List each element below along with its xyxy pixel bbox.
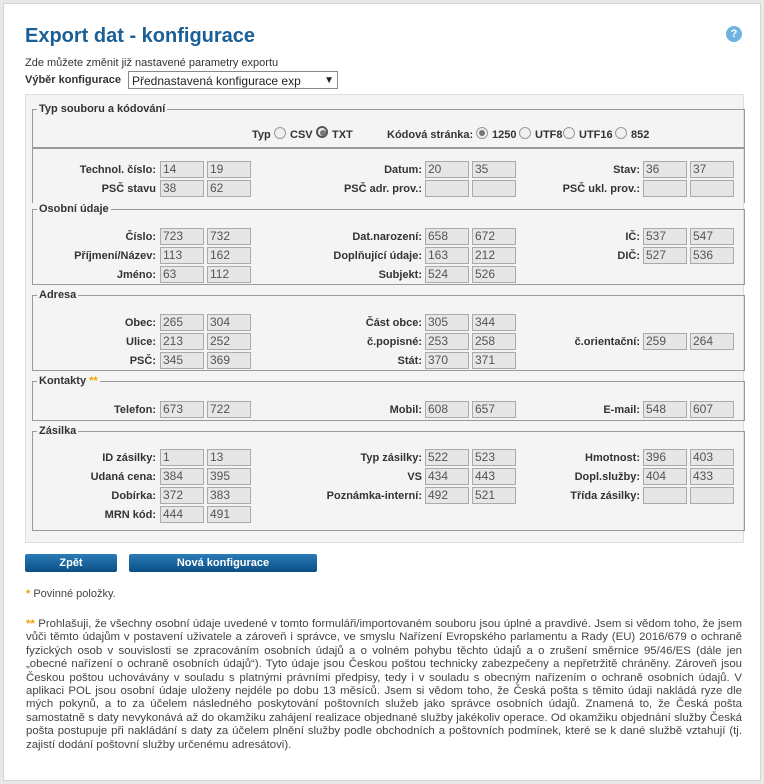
ulice-from[interactable]: 213 [160, 333, 204, 350]
stat-from[interactable]: 370 [425, 352, 469, 369]
declaration-star: ** [26, 618, 35, 630]
typ-label: Typ zásilky: [360, 452, 422, 464]
cislo-label: Číslo: [125, 231, 156, 243]
hmot-to[interactable]: 403 [690, 449, 734, 466]
psc-label: PSČ: [129, 355, 156, 367]
datnar-label: Dat.narození: [352, 231, 422, 243]
cor-from[interactable]: 259 [643, 333, 687, 350]
mobil-from[interactable]: 608 [425, 401, 469, 418]
required-text: Povinné položky. [33, 588, 116, 600]
page-title: Export dat - konfigurace [25, 25, 256, 47]
psc-ukl-from[interactable] [643, 180, 687, 197]
stat-label: Stát: [397, 355, 422, 367]
stav-from[interactable]: 36 [643, 161, 687, 178]
id-from[interactable]: 1 [160, 449, 204, 466]
required-note [26, 588, 116, 600]
cp1250-radio[interactable] [476, 127, 488, 139]
psc-adr-to[interactable] [472, 180, 516, 197]
page-frame [3, 3, 761, 781]
jmeno-from[interactable]: 63 [160, 266, 204, 283]
prijmeni-label: Příjmení/Název: [74, 250, 156, 262]
email-from[interactable]: 548 [643, 401, 687, 418]
stav-to[interactable]: 37 [690, 161, 734, 178]
ulice-to[interactable]: 252 [207, 333, 251, 350]
csv-label: CSV [290, 129, 313, 141]
psc-to[interactable]: 369 [207, 352, 251, 369]
cpop-label: č.popisné: [366, 336, 422, 348]
pozn-label: Poznámka-interní: [326, 490, 422, 502]
dic-to[interactable]: 536 [690, 247, 734, 264]
datum-to[interactable]: 35 [472, 161, 516, 178]
cp1250-label: 1250 [492, 129, 517, 141]
back-button[interactable]: Zpět [25, 554, 117, 572]
utf16-radio[interactable] [563, 127, 575, 139]
psc-stavu-label: PSČ stavu [101, 183, 156, 195]
datnar-to[interactable]: 672 [472, 228, 516, 245]
dic-from[interactable]: 527 [643, 247, 687, 264]
hmot-label: Hmotnost: [585, 452, 640, 464]
contacts-legend [37, 375, 100, 387]
id-label: ID zásilky: [102, 452, 156, 464]
dopl-to[interactable]: 212 [472, 247, 516, 264]
address-legend: Adresa [39, 289, 77, 301]
dopl-label: Doplňující údaje: [333, 250, 422, 262]
mrn-label: MRN kód: [104, 509, 156, 521]
mrn-to[interactable]: 491 [207, 506, 251, 523]
declaration [26, 618, 742, 752]
jmeno-to[interactable]: 112 [207, 266, 251, 283]
code-page-label: Kódová stránka: [387, 129, 474, 141]
prijmeni-from[interactable]: 113 [160, 247, 204, 264]
email-label: E-mail: [603, 404, 640, 416]
datnar-from[interactable]: 658 [425, 228, 469, 245]
vs-label: VS [407, 471, 422, 483]
datum-label: Datum: [384, 164, 422, 176]
subjekt-to[interactable]: 526 [472, 266, 516, 283]
trida-to[interactable] [690, 487, 734, 504]
telefon-label: Telefon: [114, 404, 156, 416]
typ-from[interactable]: 522 [425, 449, 469, 466]
psc-ukl-to[interactable] [690, 180, 734, 197]
cena-label: Udaná cena: [90, 471, 156, 483]
dopls-to[interactable]: 433 [690, 468, 734, 485]
psc-adr-from[interactable] [425, 180, 469, 197]
config-label: Výběr konfigurace [25, 74, 121, 86]
id-to[interactable]: 13 [207, 449, 251, 466]
utf16-label: UTF16 [579, 129, 613, 141]
pozn-to[interactable]: 521 [472, 487, 516, 504]
config-select-value: Přednastavená konfigurace exp [132, 74, 301, 88]
dobirka-to[interactable]: 383 [207, 487, 251, 504]
txt-radio[interactable] [316, 126, 328, 138]
new-config-button[interactable]: Nová konfigurace [129, 554, 317, 572]
stav-label: Stav: [613, 164, 640, 176]
subjekt-from[interactable]: 524 [425, 266, 469, 283]
typ-to[interactable]: 523 [472, 449, 516, 466]
help-icon[interactable]: ? [726, 26, 742, 42]
dobirka-from[interactable]: 372 [160, 487, 204, 504]
parcel-legend: Zásilka [39, 425, 77, 437]
telefon-to[interactable]: 722 [207, 401, 251, 418]
config-form [25, 94, 744, 543]
stat-to[interactable]: 371 [472, 352, 516, 369]
cp852-radio[interactable] [615, 127, 627, 139]
cislo-to[interactable]: 732 [207, 228, 251, 245]
cor-label: č.orientační: [574, 336, 640, 348]
telefon-from[interactable]: 673 [160, 401, 204, 418]
dobirka-label: Dobírka: [111, 490, 156, 502]
cena-from[interactable]: 384 [160, 468, 204, 485]
ulice-label: Ulice: [126, 336, 156, 348]
mrn-from[interactable]: 444 [160, 506, 204, 523]
technol-to[interactable]: 19 [207, 161, 251, 178]
txt-label: TXT [332, 129, 353, 141]
ic-label: IČ: [625, 231, 640, 243]
dopls-from[interactable]: 404 [643, 468, 687, 485]
email-to[interactable]: 607 [690, 401, 734, 418]
vs-to[interactable]: 443 [472, 468, 516, 485]
csv-radio[interactable] [274, 127, 286, 139]
contacts-required-star: ** [89, 375, 98, 387]
cislo-from[interactable]: 723 [160, 228, 204, 245]
castobce-to[interactable]: 344 [472, 314, 516, 331]
psc-ukl-label: PSČ ukl. prov.: [562, 183, 640, 195]
cena-to[interactable]: 395 [207, 468, 251, 485]
dopls-label: Dopl.služby: [574, 471, 640, 483]
jmeno-label: Jméno: [116, 269, 156, 281]
castobce-from[interactable]: 305 [425, 314, 469, 331]
obec-to[interactable]: 304 [207, 314, 251, 331]
subjekt-label: Subjekt: [378, 269, 422, 281]
mobil-label: Mobil: [389, 404, 422, 416]
ic-to[interactable]: 547 [690, 228, 734, 245]
psc-adr-label: PSČ adr. prov.: [343, 183, 422, 195]
psc-stavu-from[interactable]: 38 [160, 180, 204, 197]
chevron-down-icon: ▼ [324, 75, 334, 86]
page-subtitle: Zde můžete změnit již nastavené parametry exportu [25, 57, 279, 69]
obec-from[interactable]: 265 [160, 314, 204, 331]
vs-from[interactable]: 434 [425, 468, 469, 485]
technol-label: Technol. číslo: [79, 164, 156, 176]
prijmeni-to[interactable]: 162 [207, 247, 251, 264]
cor-to[interactable]: 264 [690, 333, 734, 350]
cp852-label: 852 [631, 129, 650, 141]
utf8-radio[interactable] [519, 127, 531, 139]
type-label: Typ [252, 129, 271, 141]
hmot-from[interactable]: 396 [643, 449, 687, 466]
contacts-legend-text: Kontakty [39, 375, 87, 387]
technol-from[interactable]: 14 [160, 161, 204, 178]
cpop-to[interactable]: 258 [472, 333, 516, 350]
file-type-section [32, 103, 745, 149]
castobce-label: Část obce: [365, 317, 422, 329]
dopl-from[interactable]: 163 [425, 247, 469, 264]
mobil-to[interactable]: 657 [472, 401, 516, 418]
trida-label: Třída zásilky: [570, 490, 640, 502]
datum-from[interactable]: 20 [425, 161, 469, 178]
pozn-from[interactable]: 492 [425, 487, 469, 504]
personal-legend: Osobní údaje [39, 203, 109, 215]
declaration-text: Prohlašuji, že všechny osobní údaje uvedené v tomto formuláři/importovaném souboru jsou úplné a pravdivé. Jsem si vědom toho, že jsem vůči těmto údajům v postavení uživatele a zároveň i správce, ve smyslu Nařízení Evropského parlamentu a Rady (EU) 2016/679 o ochraně fyzických osob v souvislosti se zpracováním osobních údajů a o volném pohybu těchto údajů a o zrušení směrnice 95/46/ES (dále jen „obecné nařízení o ochraně osobních údajů“). Tyto údaje jsou Českou poštou technicky zabezpečeny a nepřetržitě chráněny. Zároveň jsou Českou poštou uchovávány v souladu s platnými právními předpisy, tedy i v souladu s obecným nařízením o ochraně osobních údajů. V aplikaci POL jsou osobní údaje uloženy nejdéle po dobu 13 měsíců. Jsem si vědom toho, že Česká pošta s těmito údaji nakládá ryze dle mých pokynů, a to za účelem následného poskytování poštovních služeb jako správce osobních údajů. Znamená to, že Česká pošta samostatně s daty nevykonává až do okamžiku zahájení realizace objednané služby jakékoliv operace. Od okamžiku objednání služby Česká pošta postupuje při nakládání s daty za účelem plnění služby podle obchodních a poštovních podmínek, které se k dané službě vztahují (tj. zajistí dodání poštovní služby určenému adresátovi). [26, 618, 742, 751]
utf8-label: UTF8 [535, 129, 563, 141]
required-star: * [26, 588, 31, 600]
config-select[interactable] [128, 71, 338, 89]
trida-from[interactable] [643, 487, 687, 504]
cpop-from[interactable]: 253 [425, 333, 469, 350]
obec-label: Obec: [124, 317, 156, 329]
psc-from[interactable]: 345 [160, 352, 204, 369]
psc-stavu-to[interactable]: 62 [207, 180, 251, 197]
file-type-legend: Typ souboru a kódování [39, 103, 166, 115]
dic-label: DIČ: [617, 250, 640, 262]
ic-from[interactable]: 537 [643, 228, 687, 245]
